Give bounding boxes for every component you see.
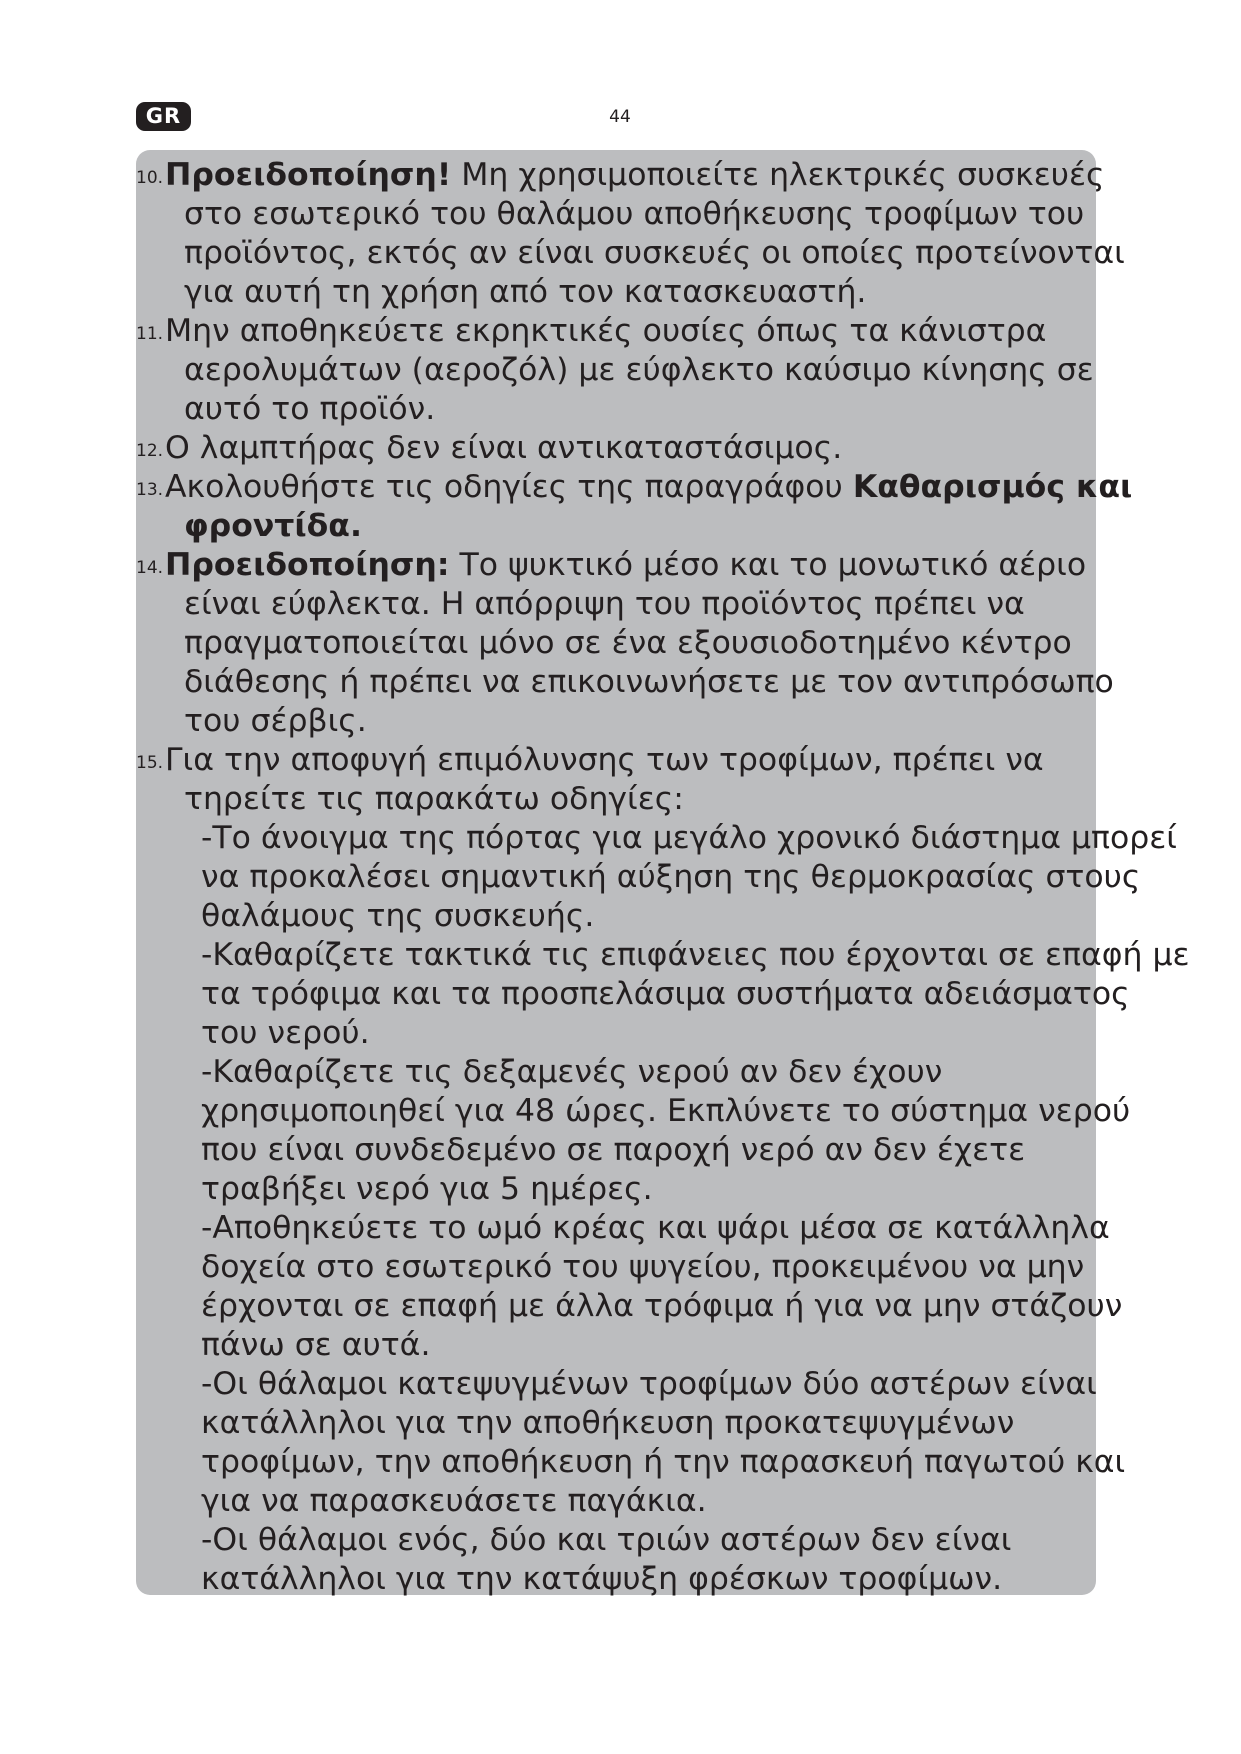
sub-item-text: -Οι θάλαμοι ενός, δύο και τριών αστέρων δεν είναι: [201, 1522, 1012, 1558]
sub-item-text: να προκαλέσει σημαντική αύξηση της θερμοκρασίας στους: [201, 859, 1141, 895]
page-number: 44: [609, 107, 631, 127]
item-text: για αυτή τη χρήση από τον κατασκευαστή.: [184, 274, 867, 310]
item-text: Μη χρησιμοποιείτε ηλεκτρικές συσκευές: [451, 157, 1105, 193]
item-text: διάθεσης ή πρέπει να επικοινωνήσετε με τον αντιπρόσωπο: [184, 664, 1114, 700]
sub-item-text: -Το άνοιγμα της πόρτας για μεγάλο χρονικό διάστημα μπορεί: [201, 820, 1177, 856]
section-reference: Καθαρισμός και: [852, 469, 1133, 505]
language-badge: GR: [136, 102, 191, 131]
sub-item-text: τα τρόφιμα και τα προσπελάσιμα συστήματα αδειάσματος: [201, 976, 1130, 1012]
item-text: του σέρβις.: [184, 703, 367, 739]
item-number: 11.: [136, 324, 164, 344]
item-text: πραγματοποιείται μόνο σε ένα εξουσιοδοτημένο κέντρο: [184, 625, 1072, 661]
sub-item-text: κατάλληλοι για την κατάψυξη φρέσκων τροφίμων.: [201, 1561, 1003, 1597]
item-text: Το ψυκτικό μέσο και το μονωτικό αέριο: [449, 547, 1087, 583]
item-text: Μην αποθηκεύετε εκρηκτικές ουσίες όπως τα κάνιστρα: [165, 313, 1047, 349]
sub-item-text: χρησιμοποιηθεί για 48 ώρες. Εκπλύνετε το σύστημα νερού: [201, 1093, 1131, 1129]
sub-item-text: θαλάμους της συσκευής.: [201, 898, 595, 934]
item-number: 14.: [136, 558, 164, 578]
item-text: Για την αποφυγή επιμόλυνσης των τροφίμων, πρέπει να: [165, 742, 1044, 778]
item-text: προϊόντος, εκτός αν είναι συσκευές οι οποίες προτείνονται: [184, 235, 1125, 271]
warning-label: Προειδοποίηση!: [165, 157, 452, 193]
item-number: 13.: [136, 480, 164, 500]
sub-item-text: -Οι θάλαμοι κατεψυγμένων τροφίμων δύο αστέρων είναι: [201, 1366, 1097, 1402]
item-text: αερολυμάτων (αεροζόλ) με εύφλεκτο καύσιμο κίνησης σε: [184, 352, 1094, 388]
item-text: είναι εύφλεκτα. Η απόρριψη του προϊόντος πρέπει να: [184, 586, 1025, 622]
sub-item-text: κατάλληλοι για την αποθήκευση προκατεψυγμένων: [201, 1405, 1015, 1441]
item-text: Ο λαμπτήρας δεν είναι αντικαταστάσιμος.: [165, 430, 843, 466]
sub-item-text: -Καθαρίζετε τις δεξαμενές νερού αν δεν έχουν: [201, 1054, 943, 1090]
item-text: αυτό το προϊόν.: [184, 391, 436, 427]
sub-item-text: δοχεία στο εσωτερικό του ψυγείου, προκειμένου να μην: [201, 1249, 1085, 1285]
sub-item-text: τραβήξει νερό για 5 ημέρες.: [201, 1171, 653, 1207]
sub-item-text: έρχονται σε επαφή με άλλα τρόφιμα ή για να μην στάζουν: [201, 1288, 1123, 1324]
sub-item-text: -Αποθηκεύετε το ωμό κρέας και ψάρι μέσα σε κατάλληλα: [201, 1210, 1110, 1246]
item-text: Ακολουθήστε τις οδηγίες της παραγράφου: [165, 469, 853, 505]
sub-item-text: για να παρασκευάσετε παγάκια.: [201, 1483, 707, 1519]
item-text: τηρείτε τις παρακάτω οδηγίες:: [184, 781, 684, 817]
item-number: 10.: [136, 168, 164, 188]
warning-label: Προειδοποίηση:: [165, 547, 450, 583]
sub-item-text: πάνω σε αυτά.: [201, 1327, 431, 1363]
sub-item-text: που είναι συνδεδεμένο σε παροχή νερό αν δεν έχετε: [201, 1132, 1026, 1168]
sub-item-text: τροφίμων, την αποθήκευση ή την παρασκευή παγωτού και: [201, 1444, 1126, 1480]
sub-item-text: του νερού.: [201, 1015, 370, 1051]
item-number: 12.: [136, 441, 164, 461]
item-text: στο εσωτερικό του θαλάμου αποθήκευσης τροφίμων του: [184, 196, 1085, 232]
sub-item-text: -Καθαρίζετε τακτικά τις επιφάνειες που έρχονται σε επαφή με: [201, 937, 1190, 973]
item-number: 15.: [136, 753, 164, 773]
section-reference: φροντίδα.: [184, 508, 362, 544]
